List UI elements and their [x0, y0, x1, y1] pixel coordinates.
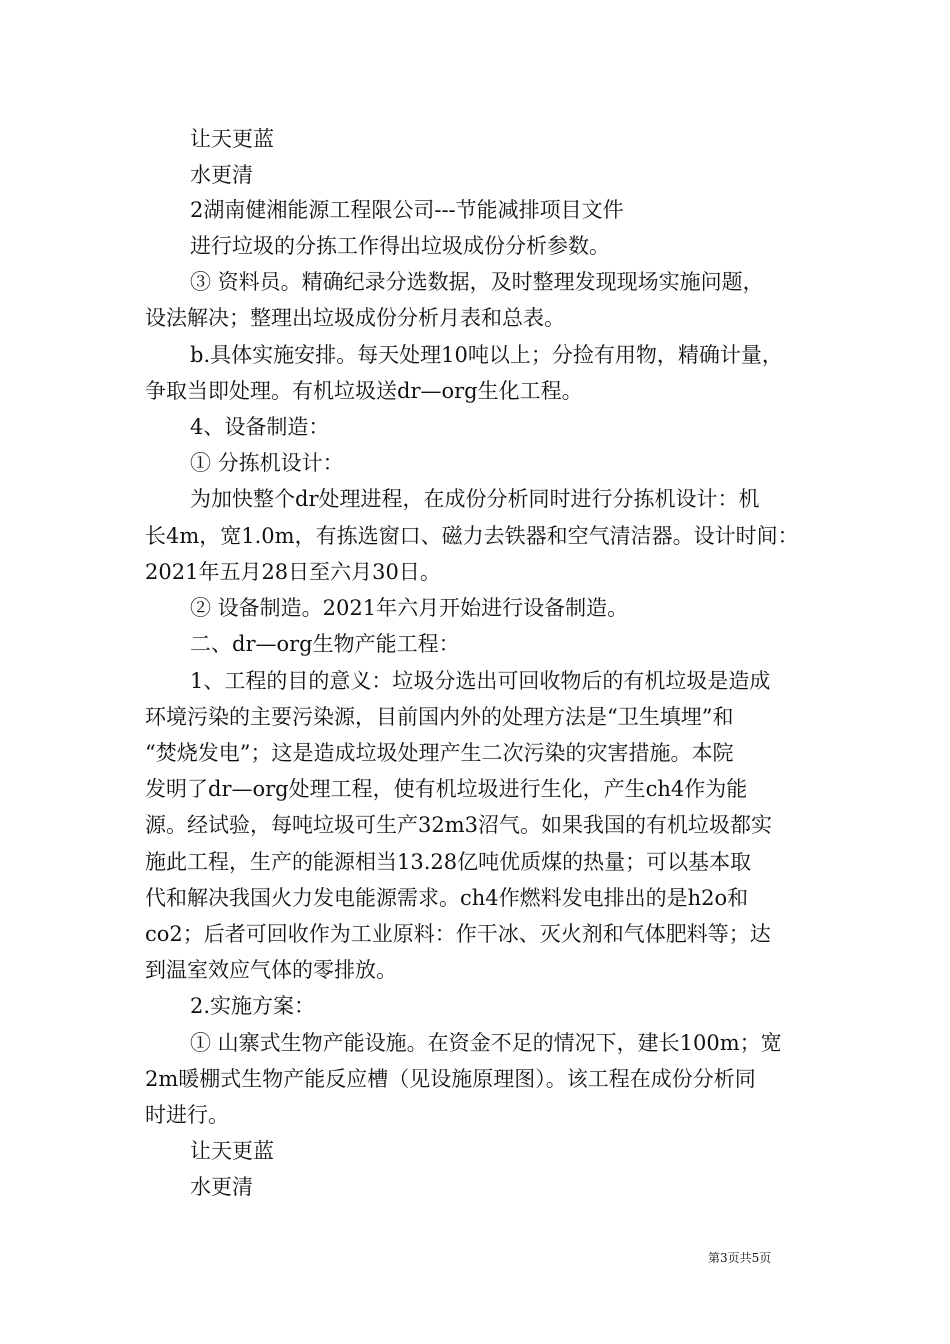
text-line: 1、工程的目的意义：垃圾分选出可回收物后的有机垃圾是造成: [190, 669, 771, 693]
text-line: 环境污染的主要污染源，目前国内外的处理方法是“卫生填埋”和: [145, 705, 734, 729]
text-line: 到温室效应气体的零排放。: [145, 958, 397, 982]
text-line: 让天更蓝: [190, 1139, 274, 1163]
text-line: ① 山寨式生物产能设施。在资金不足的情况下，建长100m；宽: [190, 1031, 782, 1055]
text-line: co2；后者可回收作为工业原料：作干冰、灭火剂和气体肥料等；达: [145, 922, 771, 946]
text-line: 进行垃圾的分拣工作得出垃圾成份分析参数。: [190, 234, 610, 258]
text-line: 2021年五月28日至六月30日。: [145, 560, 441, 584]
text-line: 发明了dr—org处理工程，使有机垃圾进行生化，产生ch4作为能: [145, 777, 748, 801]
text-line: ① 分拣机设计：: [190, 451, 344, 475]
text-line: 争取当即处理。有机垃圾送dr—org生化工程。: [145, 379, 583, 403]
text-line: ② 设备制造。2021年六月开始进行设备制造。: [190, 596, 629, 620]
text-line: 为加快整个dr处理进程，在成份分析同时进行分拣机设计：机: [190, 487, 760, 511]
text-line: “焚烧发电”；这是造成垃圾处理产生二次污染的灾害措施。本院: [145, 741, 734, 765]
text-line: 施此工程，生产的能源相当13.28亿吨优质煤的热量；可以基本取: [145, 850, 752, 874]
text-line: 二、dr—org生物产能工程：: [190, 632, 460, 656]
text-line: 长4m，宽1.0m，有拣选窗口、磁力去铁器和空气清洁器。设计时间：: [145, 524, 799, 548]
text-line: 2.实施方案：: [190, 994, 316, 1018]
text-line: 让天更蓝: [190, 127, 274, 151]
page-number: 第3页共5页: [708, 1251, 772, 1265]
text-line: 2湖南健湘能源工程限公司---节能减排项目文件: [190, 198, 624, 222]
text-line: 4、设备制造：: [190, 415, 330, 439]
text-line: 2m暖棚式生物产能反应槽（见设施原理图）。该工程在成份分析同: [145, 1067, 756, 1091]
text-line: b.具体实施安排。每天处理10吨以上；分捡有用物，精确计量，: [190, 343, 783, 367]
text-line: ③ 资料员。精确纪录分选数据，及时整理发现现场实施问题，: [190, 270, 764, 294]
text-line: 水更清: [190, 1175, 253, 1199]
text-line: 时进行。: [145, 1103, 229, 1127]
text-line: 设法解决；整理出垃圾成份分析月表和总表。: [145, 306, 565, 330]
text-line: 代和解决我国火力发电能源需求。ch4作燃料发电排出的是h2o和: [145, 886, 749, 910]
text-line: 水更清: [190, 163, 253, 187]
text-line: 源。经试验，每吨垃圾可生产32m3沼气。如果我国的有机垃圾都实: [145, 813, 772, 837]
